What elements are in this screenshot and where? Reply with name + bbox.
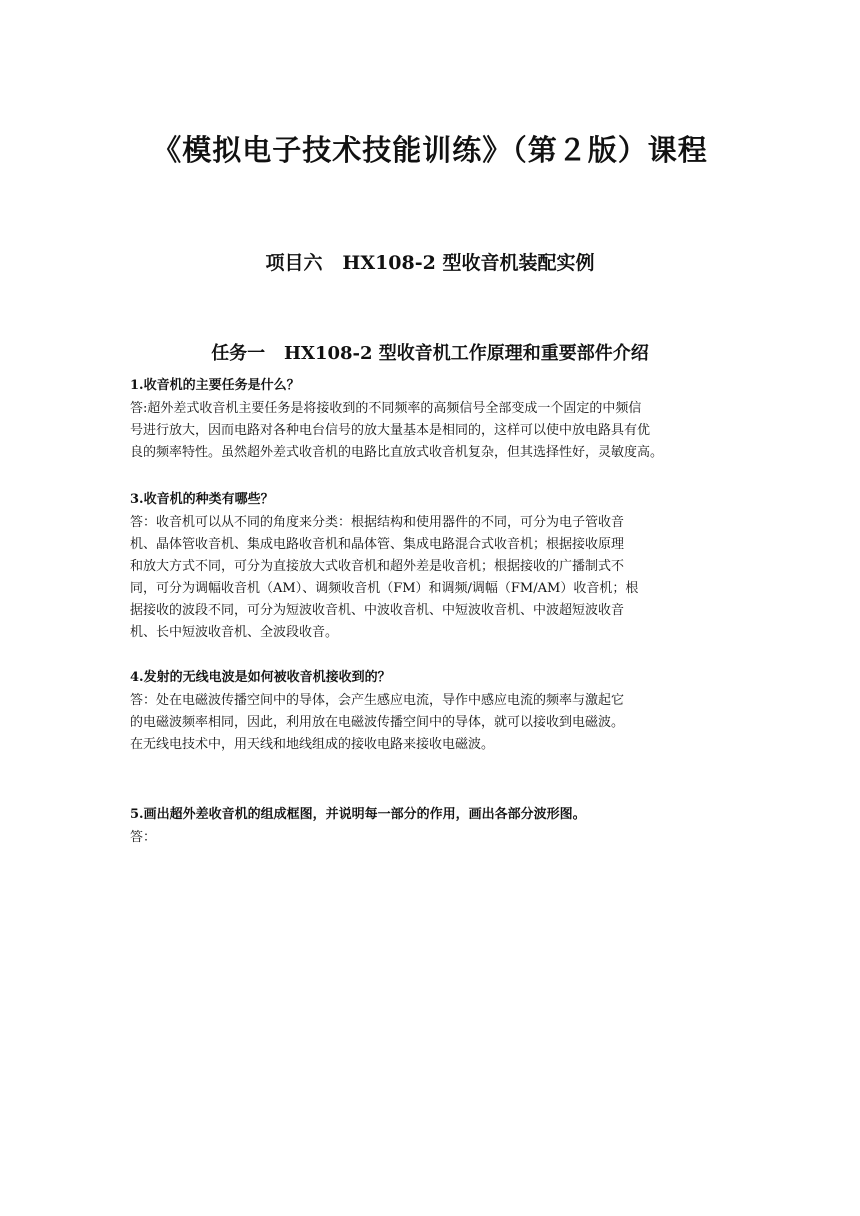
document-title: 《模拟电子技术技能训练》（第２版）课程 bbox=[152, 133, 708, 167]
qa-block-1 bbox=[130, 376, 740, 464]
answer-line: 答:超外差式收音机主要任务是将接收到的不同频率的高频信号全部变成一个固定的中频信 bbox=[130, 401, 642, 416]
answer-line: 在无线电技术中，用天线和地线组成的接收电路来接收电磁波。 bbox=[130, 737, 495, 752]
answer-line: 机、长中短波收音机、全波段收音。 bbox=[130, 625, 339, 640]
answer-line: 答：处在电磁波传播空间中的导体，会产生感应电流，导作中感应电流的频率与激起它 bbox=[130, 693, 625, 708]
project-title: 项目六 HX108-2 型收音机装配实例 bbox=[265, 252, 595, 274]
question-5: 5.画出超外差收音机的组成框图，并说明每一部分的作用，画出各部分波形图。 bbox=[130, 807, 586, 822]
answer-line: 据接收的波段不同，可分为短波收音机、中波收音机、中短波收音机、中波超短波收音 bbox=[130, 603, 625, 618]
answer-line: 的电磁波频率相同，因此，利用放在电磁波传播空间中的导体，就可以接收到电磁波。 bbox=[130, 715, 625, 730]
question-3: 3.收音机的种类有哪些？ bbox=[130, 492, 274, 507]
question-1: 1.收音机的主要任务是什么？ bbox=[130, 378, 300, 393]
task-title: 任务一 HX108-2 型收音机工作原理和重要部件介绍 bbox=[211, 343, 649, 364]
answer-5 bbox=[130, 827, 740, 849]
answer-line: 和放大方式不同，可分为直接放大式收音机和超外差是收音机；根据接收的广播制式不 bbox=[130, 559, 625, 574]
answer-line: 同，可分为调幅收音机（AM）、调频收音机（FM）和调频/调幅（FM/AM）收音机；根 bbox=[130, 581, 639, 596]
answer-1 bbox=[130, 398, 740, 464]
answer-line: 答： bbox=[130, 830, 157, 845]
answer-line: 答：收音机可以从不同的角度来分类：根据结构和使用器件的不同，可分为电子管收音 bbox=[130, 515, 625, 530]
answer-line: 号进行放大，因而电路对各种电台信号的放大量基本是相同的，这样可以使中放电路具有优 bbox=[130, 423, 651, 438]
answer-line: 良的频率特性。虽然超外差式收音机的电路比直放式收音机复杂，但其选择性好，灵敏度高。 bbox=[130, 445, 664, 460]
answer-line: 机、晶体管收音机、集成电路收音机和晶体管、集成电路混合式收音机；根据接收原理 bbox=[130, 537, 625, 552]
answer-4 bbox=[130, 690, 740, 756]
qa-block-5 bbox=[130, 805, 740, 849]
qa-block-4 bbox=[130, 668, 740, 756]
question-4: 4.发射的无线电波是如何被收音机接收到的？ bbox=[130, 670, 391, 685]
qa-block-3 bbox=[130, 490, 740, 644]
answer-3 bbox=[130, 512, 740, 644]
